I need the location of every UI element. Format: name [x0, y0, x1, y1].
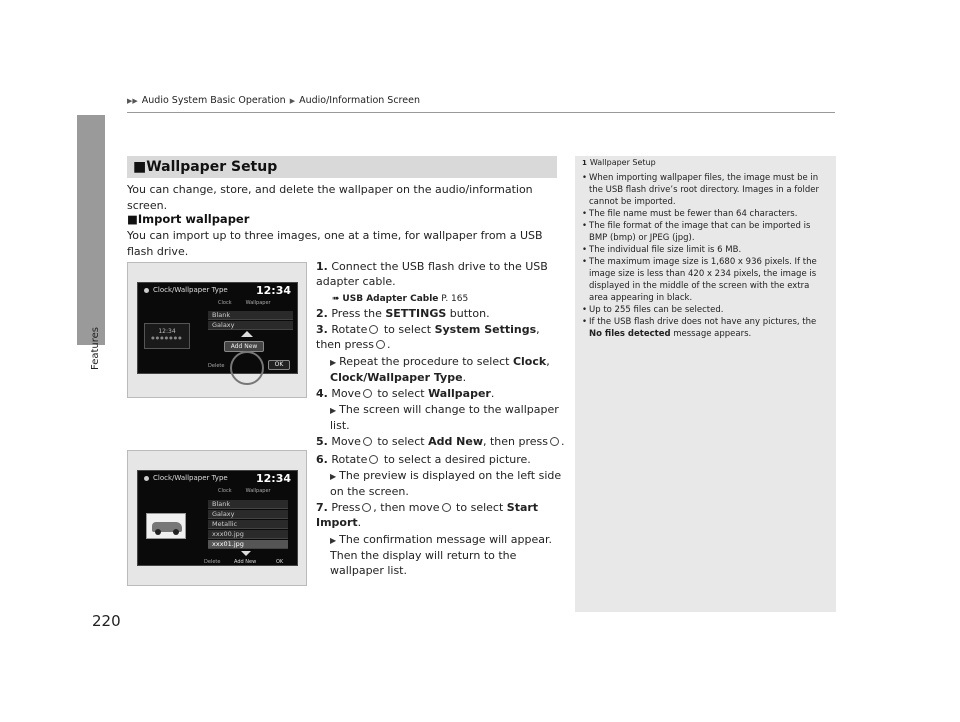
step-2: [316, 306, 490, 321]
breadcrumb-item-1: Audio System Basic Operation: [141, 95, 286, 106]
add-new-label: Add New: [234, 559, 257, 565]
note-text-bold: No files detected: [589, 329, 671, 339]
preview-dots: ●●●●●●●: [151, 335, 183, 340]
step-text: Rotate: [331, 453, 368, 466]
step-num: 3.: [316, 323, 328, 336]
step-7: 7. Press , then move to select Start Import.: [316, 501, 539, 529]
breadcrumb-arrow-icon: ▶▶: [127, 96, 138, 105]
wheel-icon: [155, 529, 161, 535]
bullet-icon: •: [582, 221, 588, 231]
step-1: [316, 259, 556, 289]
note-text: The file name must be fewer than 64 characters.: [589, 209, 798, 219]
step-text: to select: [373, 387, 429, 400]
intro-text: You can change, store, and delete the wallpaper on the audio/information screen.: [127, 183, 533, 212]
delete-label: Delete: [208, 363, 225, 369]
step-text: to select a desired picture.: [380, 453, 531, 466]
note-text: The file format of the image that can be imported is BMP (bmp) or JPEG (jpg).: [589, 221, 811, 243]
top-divider: [127, 112, 835, 113]
list-item: [582, 244, 830, 256]
move-knob-icon: [442, 503, 451, 512]
list-item: [582, 316, 830, 340]
list-item: [582, 220, 830, 244]
dial-icon: [230, 351, 264, 385]
sub-heading: ■Import wallpaper: [127, 212, 250, 226]
move-knob-icon: [363, 437, 372, 446]
bullet-icon: •: [582, 245, 588, 255]
step-num: 2.: [316, 307, 328, 320]
list-item: [582, 256, 830, 304]
step-text: to select: [373, 435, 429, 448]
step-bold: Start Import: [316, 501, 539, 529]
step-num: 5.: [316, 435, 328, 448]
step-text: , then press: [482, 435, 548, 448]
note-text: The maximum image size is 1,680 x 936 pixels. If the image size is less than 420 x 234 pixels, the image is displayed in the middle of the screen with the extra area appearing in black.: [589, 257, 817, 303]
bullet-icon: •: [582, 173, 588, 183]
bullet-icon: •: [582, 317, 588, 327]
step-7-sub: [330, 532, 566, 578]
step-text: to select: [452, 501, 507, 514]
list-item-selected: xxx01.jpg: [208, 540, 288, 549]
side-label: Features: [90, 327, 101, 370]
step-text: The screen will change to the wallpaper list.: [330, 403, 559, 432]
dot-icon: [144, 288, 149, 293]
sub-description: You can import up to three images, one at a time, for wallpaper from a USB flash drive.: [127, 229, 543, 258]
dot-icon: [144, 476, 149, 481]
step-text: Press: [331, 501, 361, 514]
sub-arrow-icon: ▶: [330, 536, 337, 545]
up-arrow-icon: [241, 331, 253, 337]
screen-clock: 12:34: [255, 284, 291, 297]
step-num: 4.: [316, 387, 328, 400]
step-bold: Clock/Wallpaper Type: [330, 371, 463, 384]
move-knob-icon: [363, 389, 372, 398]
note-text: Up to 255 files can be selected.: [589, 305, 724, 315]
note-icon: 1: [582, 158, 587, 167]
tab-clock: Clock: [218, 300, 232, 306]
ok-button: OK: [268, 360, 290, 370]
screenshot-clock-wallpaper-2: [137, 470, 298, 566]
step-text: to select: [380, 323, 435, 336]
step-text: Move: [331, 435, 361, 448]
sub-arrow-icon: ▶: [330, 406, 337, 415]
preview-time: 12:34: [158, 328, 176, 335]
step-text: The preview is displayed on the left side on the screen.: [330, 469, 562, 498]
note-text-pre: If the USB flash drive does not have any pictures, the: [589, 317, 817, 327]
sub-arrow-icon: ▶: [330, 358, 337, 367]
rotate-knob-icon: [369, 325, 378, 334]
list-item: [582, 172, 830, 208]
press-knob-icon: [550, 437, 559, 446]
ref-label: USB Adapter Cable: [342, 294, 439, 304]
press-knob-icon: [376, 340, 385, 349]
ref-page: P. 165: [441, 294, 469, 304]
step-text: The confirmation message will appear. Then the display will return to the wallpaper list.: [330, 533, 552, 577]
list-item: [582, 304, 830, 316]
step-num: 1.: [316, 260, 328, 273]
step-text: , then press: [316, 323, 540, 351]
sidebar-notes: [575, 156, 836, 612]
step-4-sub: [330, 402, 566, 433]
tab-wallpaper: Wallpaper: [245, 300, 271, 306]
list-item: Galaxy: [208, 510, 288, 519]
step-text: Move: [331, 387, 361, 400]
bullet-icon: •: [582, 209, 588, 219]
car-preview-icon: [146, 513, 186, 539]
side-tab: [77, 115, 105, 345]
section-title: ■Wallpaper Setup: [127, 156, 557, 178]
step-4: 4. Move to select Wallpaper.: [316, 387, 495, 400]
note-text: The individual file size limit is 6 MB.: [589, 245, 742, 255]
list-item: Blank: [208, 500, 288, 509]
step-bold: System Settings: [434, 323, 537, 336]
step-text: ,: [546, 355, 550, 368]
bullet-icon: •: [582, 257, 588, 267]
press-knob-icon: [362, 503, 371, 512]
note-text: When importing wallpaper files, the image must be in the USB flash drive’s root directory. Images in a folder cannot be imported.: [589, 173, 819, 207]
breadcrumb-arrow-icon: ▶: [289, 96, 296, 105]
step-text: Repeat the procedure to select: [339, 355, 513, 368]
ref-arrow-icon: ➠: [332, 294, 340, 304]
clock-preview: [144, 323, 190, 349]
page-number: 220: [92, 612, 121, 630]
ok-label: OK: [276, 559, 284, 565]
screen-title: Clock/Wallpaper Type: [144, 286, 228, 294]
screen-title: Clock/Wallpaper Type: [144, 474, 228, 482]
screen-tabs: [218, 488, 271, 494]
add-new-button: Add New: [224, 341, 264, 352]
down-arrow-icon: [241, 551, 251, 556]
sidebar-list: [582, 172, 830, 340]
note-text-post: message appears.: [670, 329, 752, 339]
step-bold: Add New: [428, 435, 483, 448]
sidebar-heading: [582, 158, 656, 167]
step-6: [316, 452, 531, 467]
step-text: Press the: [331, 307, 386, 320]
sidebar-heading-text: Wallpaper Setup: [589, 158, 656, 167]
screen-tabs: [218, 300, 271, 306]
list-item: Galaxy: [208, 321, 293, 330]
screen-clock: 12:34: [255, 472, 291, 485]
step-3-sub: ▶ Repeat the procedure to select Clock, Clock/Wallpaper Type.: [330, 355, 550, 384]
breadcrumb-item-2: Audio/Information Screen: [299, 95, 420, 106]
bullet-icon: •: [582, 305, 588, 315]
list-item: Blank: [208, 311, 293, 320]
step-num: 6.: [316, 453, 328, 466]
step-6-sub: [330, 468, 566, 499]
step-text: button.: [446, 307, 490, 320]
list-item: [582, 208, 830, 220]
step-1-ref: [332, 292, 468, 307]
tab-clock: Clock: [218, 488, 232, 494]
breadcrumb: [127, 95, 420, 106]
step-bold: Wallpaper: [428, 387, 491, 400]
screenshot-clock-wallpaper-1: [137, 282, 298, 374]
step-bold: SETTINGS: [385, 307, 447, 320]
wheel-icon: [173, 529, 179, 535]
list-item: xxx00.jpg: [208, 530, 288, 539]
step-num: 7.: [316, 501, 328, 514]
step-text: Rotate: [331, 323, 368, 336]
rotate-knob-icon: [369, 455, 378, 464]
step-text: Connect the USB flash drive to the USB adapter cable.: [316, 260, 548, 288]
note-text: [589, 316, 830, 340]
delete-label: Delete: [204, 559, 221, 565]
step-5: 5. Move to select Add New, then press .: [316, 435, 565, 448]
sub-arrow-icon: ▶: [330, 472, 337, 481]
list-item: Metallic: [208, 520, 288, 529]
step-text: , then move: [373, 501, 440, 514]
tab-wallpaper: Wallpaper: [245, 488, 271, 494]
step-3: 3. Rotate to select System Settings, then press .: [316, 323, 540, 351]
step-bold: Clock: [512, 355, 547, 368]
